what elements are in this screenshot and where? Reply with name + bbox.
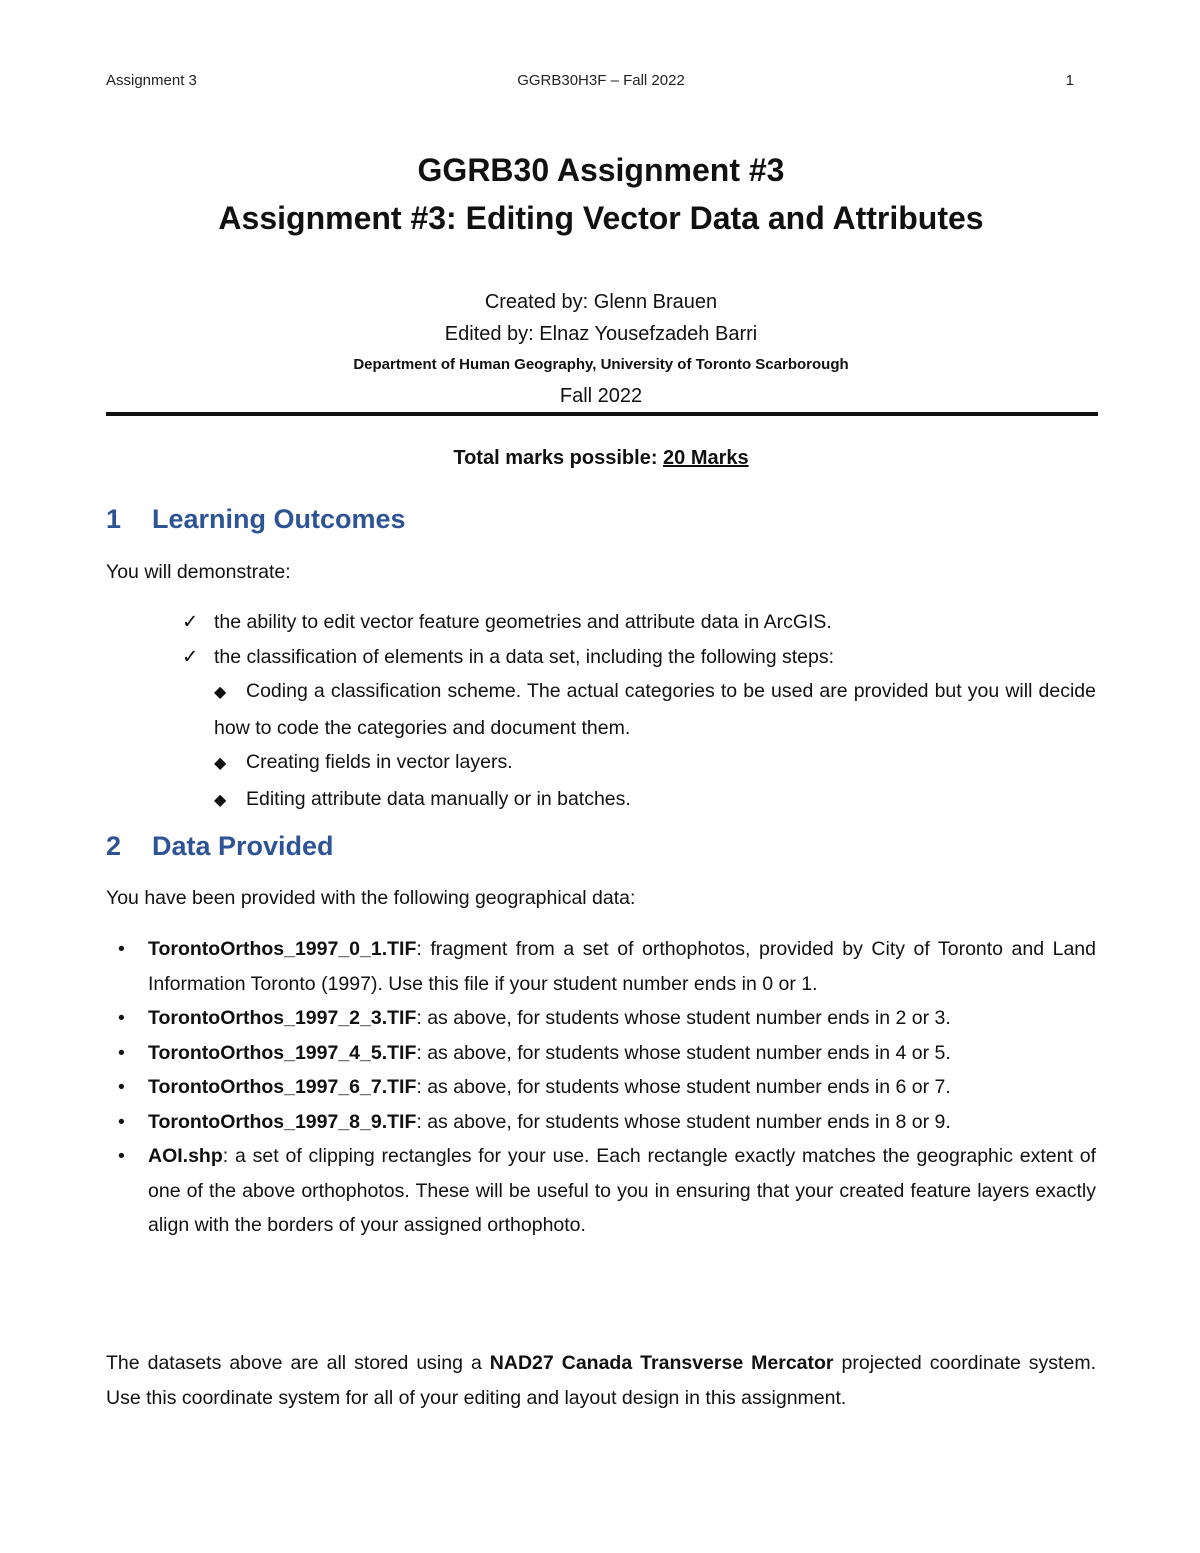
- bullet-icon: •: [118, 938, 125, 960]
- department: Department of Human Geography, University of Toronto Scarborough: [353, 356, 849, 373]
- list-item-text: the ability to edit vector feature geometries and attribute data in ArcGIS.: [214, 611, 832, 633]
- list-item: [182, 640, 1096, 675]
- file-description: : as above, for students whose student number ends in 2 or 3.: [416, 1007, 951, 1029]
- list-item-text: the classification of elements in a data set, including the following steps:: [214, 645, 835, 668]
- closing-text-pre: The datasets above are all stored using a: [106, 1352, 490, 1374]
- section-2-heading: [106, 831, 334, 862]
- file-name: TorontoOrthos_1997_8_9.TIF: [148, 1110, 417, 1133]
- check-icon: ✓: [182, 611, 199, 633]
- list-item: [182, 782, 1096, 819]
- bullet-icon: •: [118, 1145, 125, 1167]
- file-name: TorontoOrthos_1997_0_1.TIF: [148, 938, 417, 960]
- file-description: : a set of clipping rectangles for your use. Each rectangle exactly matches the geographic extent of one of the above orthophotos. These will be useful to you in ensuring that your created feature layers exactly align with the borders of your assigned orthophoto.: [148, 1145, 1096, 1236]
- list-item: [106, 1001, 1096, 1036]
- header-left: Assignment 3: [106, 72, 197, 89]
- list-item: [106, 1139, 1096, 1243]
- section-1-number: 1: [106, 504, 122, 534]
- document-subtitle: Assignment #3: Editing Vector Data and Attributes: [218, 200, 984, 236]
- credits: [106, 286, 1096, 412]
- file-description: : fragment from a set of orthophotos, provided by City of Toronto and Land Information Toronto (1997). Use this file if your student number ends in 0 or 1.: [148, 938, 1096, 995]
- total-marks-label: Total marks possible:: [453, 447, 664, 469]
- title-block: [106, 150, 1096, 238]
- section-1-heading: [106, 504, 406, 535]
- bullet-icon: •: [118, 1041, 125, 1064]
- bullet-icon: •: [118, 1076, 125, 1098]
- check-icon: ✓: [182, 645, 199, 668]
- created-by: Created by: Glenn Brauen: [484, 291, 718, 313]
- section-2-intro: You have been provided with the following geographical data:: [106, 887, 636, 909]
- list-item: [106, 1036, 1096, 1071]
- closing-text-post: projected coordinate system. Use this coordinate system for all of your editing and layout design in this assignment.: [106, 1352, 1096, 1409]
- list-item: [106, 1070, 1096, 1105]
- bullet-icon: •: [118, 1110, 125, 1133]
- list-item: [182, 745, 1096, 782]
- file-description: : as above, for students whose student number ends in 8 or 9.: [416, 1110, 951, 1133]
- list-item: [106, 1105, 1096, 1140]
- diamond-icon: ◆: [214, 684, 227, 701]
- section-1-intro: You will demonstrate:: [106, 561, 291, 583]
- section-2-title: Data Provided: [152, 831, 334, 861]
- closing-paragraph: [106, 1346, 1096, 1415]
- horizontal-rule: [106, 412, 1098, 416]
- list-item-text: Coding a classification scheme. The actual categories to be used are provided but you will decide how to code the categories and document them.: [214, 680, 1096, 739]
- section-1-title: Learning Outcomes: [152, 504, 406, 534]
- header-center: GGRB30H3F – Fall 2022: [517, 72, 685, 89]
- bullet-icon: •: [118, 1007, 125, 1029]
- section-2-number: 2: [106, 831, 122, 861]
- total-marks-value: 20 Marks: [663, 447, 749, 469]
- diamond-icon: ◆: [214, 791, 227, 809]
- file-description: : as above, for students whose student number ends in 6 or 7.: [416, 1076, 951, 1098]
- data-provided-list: [106, 932, 1096, 1243]
- file-name: TorontoOrthos_1997_4_5.TIF: [148, 1041, 417, 1064]
- diamond-icon: ◆: [214, 755, 227, 772]
- file-name: TorontoOrthos_1997_2_3.TIF: [148, 1007, 417, 1029]
- file-name: TorontoOrthos_1997_6_7.TIF: [148, 1076, 417, 1098]
- learning-outcomes-list: [182, 605, 1096, 818]
- list-item-text: Creating fields in vector layers.: [246, 751, 513, 773]
- coordinate-system-name: NAD27 Canada Transverse Mercator: [489, 1352, 834, 1374]
- document-title: GGRB30 Assignment #3: [417, 152, 785, 188]
- edited-by: Edited by: Elnaz Yousefzadeh Barri: [444, 323, 758, 345]
- total-marks: [106, 447, 1096, 470]
- page-number: 1: [1065, 72, 1074, 89]
- list-item: [182, 605, 1096, 640]
- document-page: [106, 0, 1096, 1553]
- list-item: [106, 932, 1096, 1001]
- list-item: [182, 674, 1096, 745]
- list-item-text: Editing attribute data manually or in batches.: [246, 787, 631, 810]
- file-description: : as above, for students whose student number ends in 4 or 5.: [416, 1041, 951, 1064]
- file-name: AOI.shp: [148, 1145, 223, 1167]
- term: Fall 2022: [559, 385, 643, 407]
